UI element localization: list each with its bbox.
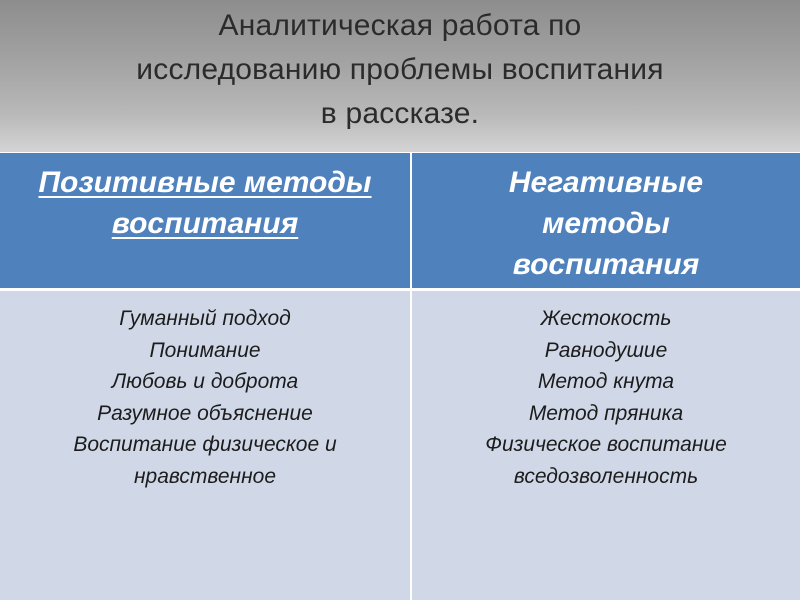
list-item: Физическое воспитание bbox=[485, 433, 727, 456]
list-item: Разумное объяснение bbox=[97, 401, 313, 425]
list-item: Метод пряника bbox=[528, 401, 684, 425]
methods-table bbox=[0, 152, 800, 600]
title-line: исследованию проблемы воспитания bbox=[136, 53, 664, 86]
list-item: Любовь и доброта bbox=[111, 370, 299, 393]
header-negative-methods bbox=[412, 162, 800, 285]
title-line: Аналитическая работа по bbox=[218, 9, 582, 42]
header-line: воспитания bbox=[111, 207, 299, 240]
negative-methods-cell bbox=[412, 303, 800, 492]
header-line: Позитивные методы bbox=[38, 166, 372, 199]
list-item: Гуманный подход bbox=[119, 307, 291, 330]
header-line: методы bbox=[542, 207, 670, 240]
list-item: Понимание bbox=[149, 338, 261, 362]
list-item: вседозволенность bbox=[513, 464, 699, 488]
list-item: Жестокость bbox=[540, 307, 672, 330]
list-item: Равнодушие bbox=[544, 338, 668, 362]
positive-methods-cell bbox=[0, 303, 410, 492]
list-item: Метод кнута bbox=[537, 370, 675, 393]
header-line: воспитания bbox=[512, 248, 700, 281]
slide-title bbox=[0, 4, 800, 136]
title-line: в рассказе. bbox=[320, 97, 480, 130]
row-divider bbox=[0, 288, 800, 291]
list-item: Воспитание физическое и bbox=[73, 433, 337, 456]
list-item: нравственное bbox=[133, 464, 277, 488]
header-positive-methods bbox=[0, 162, 410, 244]
header-line: Негативные bbox=[508, 166, 704, 199]
